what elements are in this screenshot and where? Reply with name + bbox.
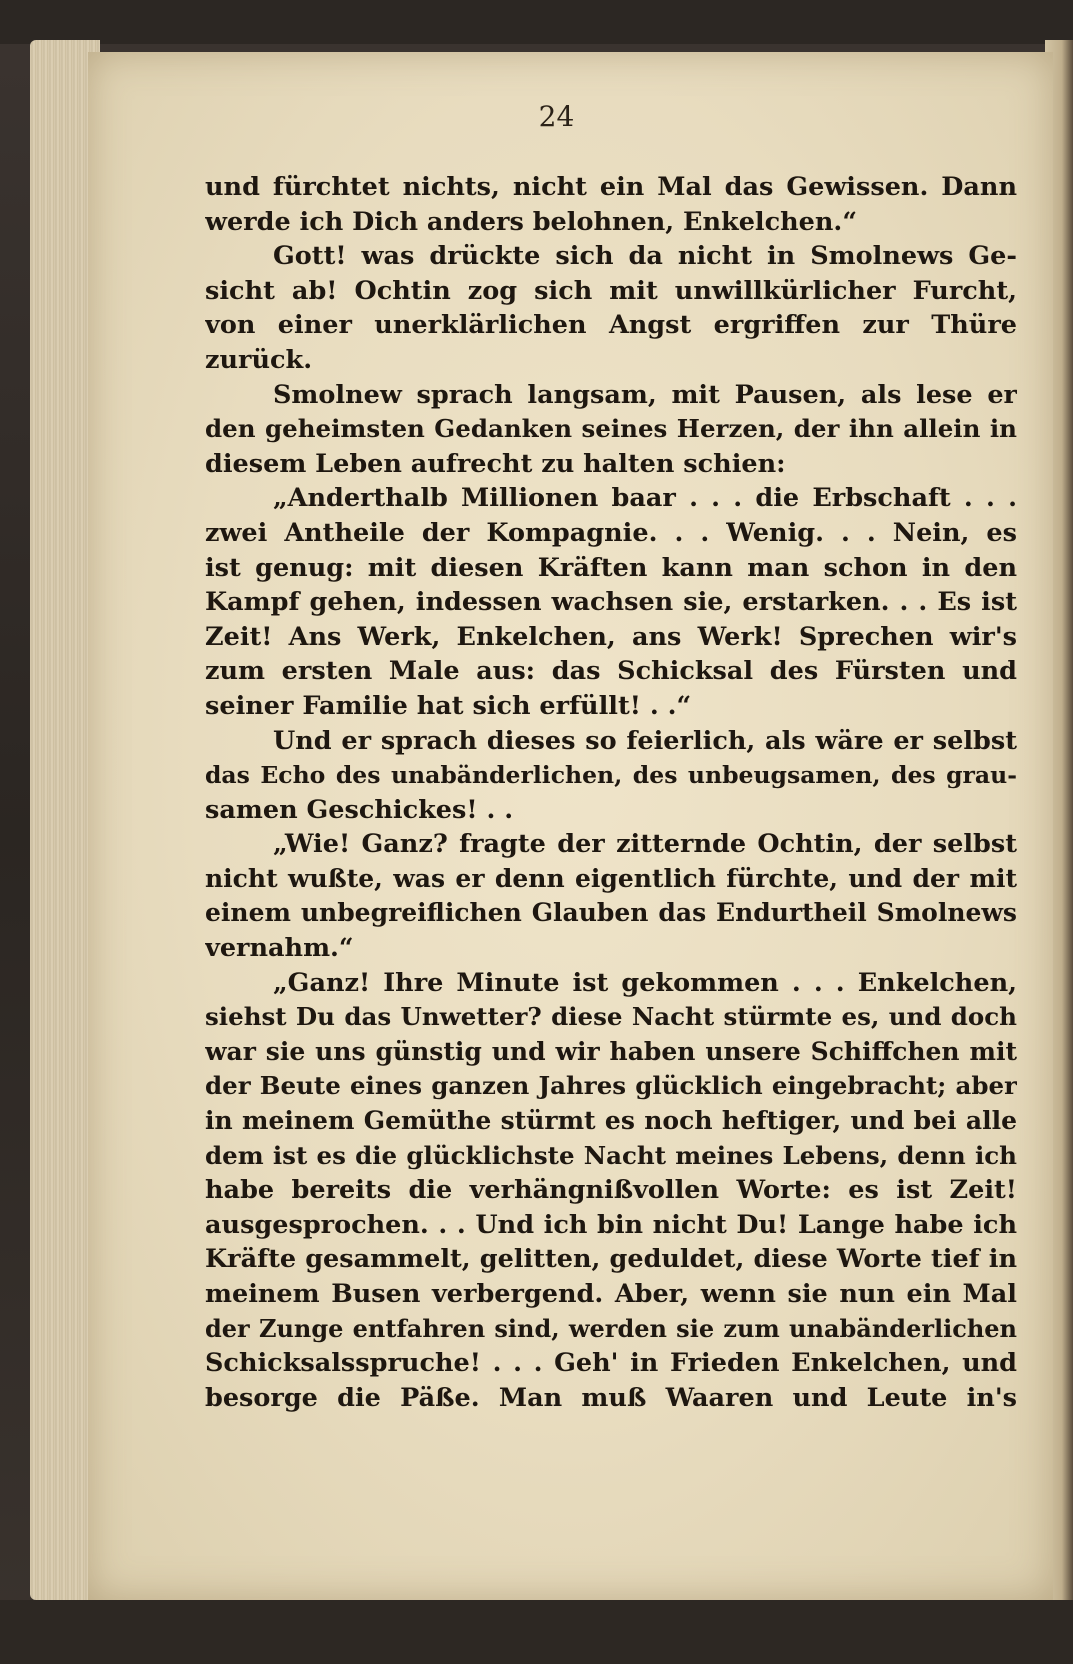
- text-line: zwei Antheile der Kompagnie. . . Wenig. . . Nein, es: [205, 517, 1017, 548]
- text-line: werde ich Dich anders belohnen, Enkelchen.“: [205, 206, 857, 237]
- text-line: besorge die Päße. Man muß Waaren und Leute in's: [205, 1382, 1017, 1413]
- text-line: der Beute eines ganzen Jahres glücklich eingebracht; aber: [205, 1071, 1017, 1101]
- text-line: und fürchtet nichts, nicht ein Mal das Gewissen. Dann: [205, 172, 1017, 202]
- text-line: „Anderthalb Millionen baar . . . die Erbschaft . . .: [273, 483, 1017, 514]
- text-line: dem ist es die glücklichste Nacht meines Lebens, denn ich: [205, 1140, 1017, 1170]
- text-line: in meinem Gemüthe stürmt es noch heftiger, und bei alle: [205, 1106, 1017, 1136]
- text-line: zurück.: [205, 344, 313, 375]
- text-line: einem unbegreiflichen Glauben das Endurtheil Smolnews: [205, 898, 1017, 928]
- text-line: nicht wußte, was er denn eigentlich fürchte, und der mit: [205, 863, 1017, 893]
- text-line: Schicksalsspruche! . . . Geh' in Frieden Enkelchen, und: [205, 1348, 1017, 1379]
- text-line: ist genug: mit diesen Kräften kann man schon in den: [205, 552, 1017, 583]
- text-line: zum ersten Male aus: das Schicksal des Fürsten und: [205, 656, 1017, 687]
- text-line: habe bereits die verhängnißvollen Worte: es ist Zeit!: [205, 1175, 1017, 1206]
- text-line: Kräfte gesammelt, gelitten, geduldet, diese Worte tief in: [205, 1244, 1017, 1275]
- bottom-cover-edge: [0, 1600, 1073, 1664]
- text-line: Und er sprach dieses so feierlich, als wäre er selbst: [273, 725, 1017, 756]
- text-line: seiner Familie hat sich erfüllt! . .“: [205, 690, 692, 721]
- text-line: sicht ab! Ochtin zog sich mit unwillkürlicher Furcht,: [205, 275, 1017, 306]
- top-cover-edge: [0, 0, 1073, 44]
- text-line: das Echo des unabänderlichen, des unbeugsamen, des grau-: [205, 761, 1017, 790]
- text-line: ausgesprochen. . . Und ich bin nicht Du! Lange habe ich: [205, 1209, 1017, 1240]
- text-line: den geheimsten Gedanken seines Herzen, der ihn allein in: [205, 414, 1017, 444]
- text-line: Zeit! Ans Werk, Enkelchen, ans Werk! Sprechen wir's: [205, 621, 1017, 652]
- text-line: „Wie! Ganz? fragte der zitternde Ochtin, der selbst: [273, 829, 1017, 860]
- text-line: „Ganz! Ihre Minute ist gekommen . . . Enkelchen,: [273, 967, 1017, 998]
- text-line: Smolnew sprach langsam, mit Pausen, als lese er: [273, 379, 1017, 410]
- text-line: vernahm.“: [205, 933, 354, 964]
- text-line: samen Geschickes! . .: [205, 794, 514, 825]
- text-line: siehst Du das Unwetter? diese Nacht stürmte es, und doch: [205, 1002, 1017, 1032]
- body-text: [205, 170, 1017, 1415]
- text-line: der Zunge entfahren sind, werden sie zum unabänderlichen: [205, 1313, 1017, 1343]
- text-line: meinem Busen verbergend. Aber, wenn sie nun ein Mal: [205, 1279, 1017, 1309]
- text-line: von einer unerklärlichen Angst ergriffen zur Thüre: [205, 310, 1017, 341]
- text-line: diesem Leben aufrecht zu halten schien:: [205, 448, 786, 479]
- page-number: 24: [538, 100, 575, 133]
- text-line: war sie uns günstig und wir haben unsere Schiffchen mit: [205, 1036, 1017, 1066]
- text-line: Kampf gehen, indessen wachsen sie, erstarken. . . Es ist: [205, 587, 1017, 618]
- text-line: Gott! was drückte sich da nicht in Smolnews Ge-: [273, 241, 1017, 272]
